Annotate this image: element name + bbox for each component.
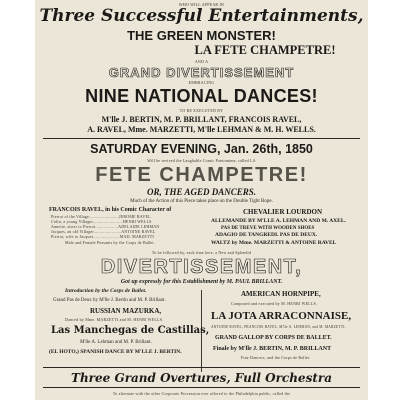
top-line: WHO WILL APPEAR IN (178, 2, 225, 7)
cast-row: Pierrot of the Village.........................JEROME RAVEL (51, 214, 151, 219)
program-item: AMERICAN HORNPIPE, (241, 290, 321, 298)
program-item: Las Manchegas de Castillas, (51, 325, 210, 336)
program-item: RUSSIAN MAZURKA, (90, 307, 162, 315)
subtitle: OR, THE AGED DANCERS. (147, 187, 256, 197)
program-item: Fine Dancers, and the Corps de Ballet. (241, 355, 311, 360)
playbill (35, 0, 368, 400)
cast-row: Jacques, an old Villager.......................ANTOINE RAVEL (51, 229, 156, 234)
got-up-line: Got up expressly for this Establishment by M. PAUL BRILLANT. (120, 279, 283, 285)
date-line: SATURDAY EVENING, Jan. 26th, 1850 (90, 142, 313, 156)
bottom-note: To alternate with the other Corporate Procession ever offered to the Philadelphia public, called the (112, 391, 291, 396)
program-item: (EL HOTO,) SPANISH DANCE BY M'LLE J. BERTIN. (49, 349, 182, 355)
green-monster-line: THE GREEN MONSTER! (127, 28, 276, 43)
program-item: Finale by M'lle J. BERTIN, M. P. BRILLANT (213, 346, 332, 352)
headline: Three Successful Entertainments, (39, 6, 364, 26)
followed-by-note: To be followed by, each time here, a New and Splendid (151, 250, 252, 255)
performers-line-2: A. RAVEL, Mme. MARZETTI, M'lle LEHMAN & M. H. WELLS. (87, 125, 316, 134)
program-item: Composed and executed by M. HENRI WELLS. (231, 301, 318, 306)
divertissement-banner: GRAND DIVERTISSEMENT (108, 65, 295, 80)
executed-by-label: TO BE EXECUTED BY (179, 108, 224, 113)
chevalier-lead: CHEVALIER LOURDON (243, 208, 323, 216)
dance-line: ADAGIO DE TANGREDI. PAS DE DEUX. (215, 232, 318, 238)
program-item: ANTOINE RAVEL, FRANCOIS RAVEL, M'lle A. LEHMAN, and M. MARZETTI. (211, 325, 346, 329)
and-a-label: AND A (194, 59, 209, 64)
program-item: GRAND GALLOP BY CORPS DE BALLET. (215, 335, 332, 341)
overtures-top-rule (43, 367, 360, 368)
overtures-bottom-rule (43, 387, 360, 388)
cast-lead: FRANCOIS RAVEL, in his Comic Character of (49, 207, 172, 213)
performers-line-1: M'lle J. BERTIN, M. P. BRILLANT, FRANCOIS RAVEL, (101, 115, 302, 124)
cast-footer: Male and Female Peasants by the Corps de Ballet. (65, 240, 155, 245)
overtures-line: Three Grand Overtures, Full Orchestra (71, 371, 332, 385)
fete-title: FETE CHAMPETRE! (95, 164, 308, 186)
cast-row: Colin, a young Villager.........................HENRI WELLS (51, 219, 152, 224)
dance-line: PAS DE TREVE WITH WOODEN SHOES (221, 226, 315, 231)
divertissement-title: DIVERTISSEMENT, (100, 256, 303, 278)
dance-line: WALTZ by Mme. MARZETTI & ANTOINE RAVEL (211, 240, 337, 246)
program-item: Danced by Mme. MARZETTI and M. HENRI WELLS. (65, 317, 164, 322)
fete-line: LA FETE CHAMPETRE! (194, 43, 336, 57)
program-item: M'lle A. Lehman and M. P. Brillant. (80, 340, 152, 345)
revival-note: Will be revived the Laughable Comic Pantomime, called LA (147, 158, 256, 163)
nine-dances-line: NINE NATIONAL DANCES! (85, 86, 318, 106)
cast-row: Annette, sister to Pierrot...................ADELAIDE LEHMAN (51, 224, 160, 229)
top-rule (43, 138, 360, 139)
embracing-label: EMBRACING (188, 80, 215, 85)
cast-row: Pierrot, wife to Jacques......................MAD. MARZETTI (51, 234, 154, 239)
dance-line: ALLEMANDE BY M'LLE A. LEHMAN AND M. AXEL. (211, 218, 346, 224)
tight-rope-note: Much of the Action of this Piece takes place on the Double Tight Rope. (130, 199, 273, 204)
program-item: LA JOTA ARRACONNAISE, (211, 310, 352, 322)
program-item: Grand Pas de Deux by M'lle J. Bertin and M. P. Brillant. (53, 298, 166, 303)
program-item: Introduction by the Corps de Ballet. (65, 288, 147, 294)
